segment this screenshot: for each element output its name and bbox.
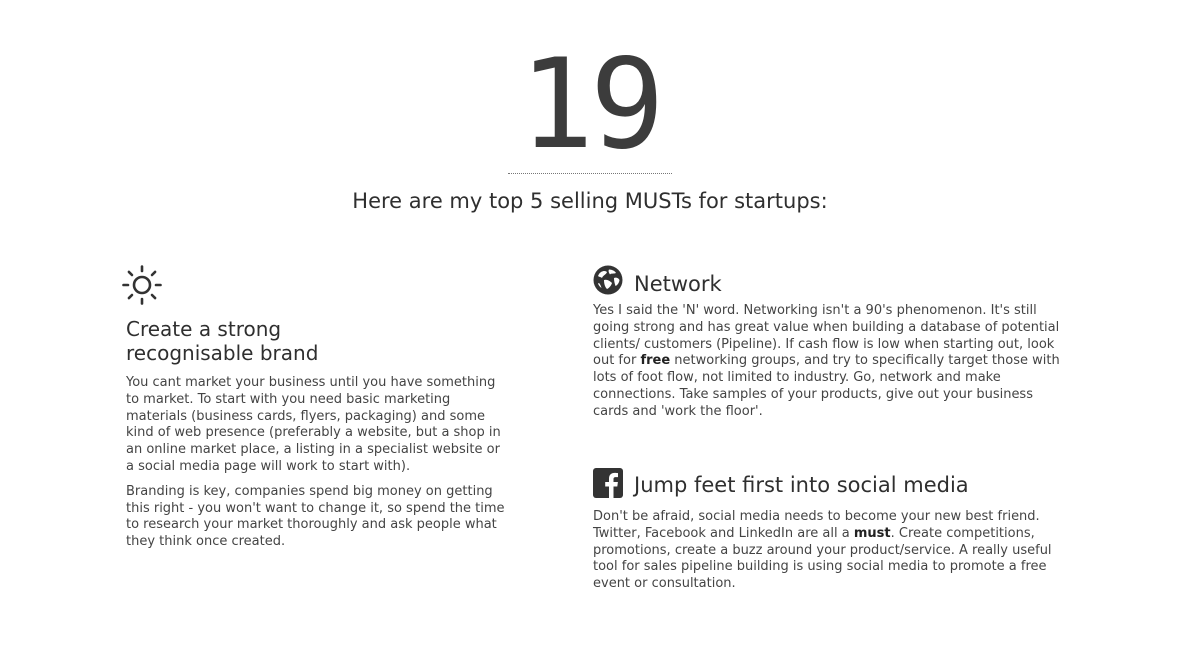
brand-heading-line2: recognisable brand: [126, 341, 319, 365]
brand-heading: [126, 317, 546, 365]
page-subtitle: Here are my top 5 selling MUSTs for startups:: [352, 189, 828, 213]
network-text-part1: Yes I said the 'N' word. Networking isn't a 90's phenomenon. It's still going strong and has great value when building a database of potential clients/ customers (Pipeline). If cash flow is low when starting out, look out for: [593, 303, 1060, 369]
network-title: Network: [634, 272, 722, 296]
network-bold-word: free: [640, 353, 671, 369]
brand-body: [126, 375, 511, 559]
social-title: Jump feet first into social media: [634, 473, 969, 497]
brand-paragraph-1: You cant market your business until you have something to market. To start with you need basic marketing materials (business cards, flyers, packaging) and some kind of web presence (preferably a website, but a shop in an online market place, a listing in a specialist website or a social media page will work to start with).: [126, 375, 501, 474]
network-paragraph: [593, 303, 1063, 421]
brand-paragraph-2: Branding is key, companies spend big money on getting this right - you won't want to change it, so spend the time to research your market thoroughly and ask people what they think once created.: [126, 483, 505, 550]
network-text-part2: networking groups, and try to specifically target those with lots of foot flow, not limited to industry. Go, network and make connections. Take samples of your products, give out your business cards and 'work the floor'.: [593, 353, 1060, 419]
social-paragraph: [593, 509, 1068, 593]
title-divider: [508, 173, 672, 174]
sun-icon: [122, 265, 162, 305]
page-number: 19: [519, 33, 661, 177]
globe-icon: [593, 265, 623, 295]
social-header: [593, 468, 969, 498]
network-header: [593, 263, 722, 297]
social-text-part1: Don't be afraid, social media needs to become your new best friend. Twitter, Facebook and LinkedIn are all a: [593, 509, 1040, 541]
social-text-part2: . Create competitions, promotions, create a buzz around your product/service. A really useful tool for sales pipeline building is using social media to promote a free event or consultation.: [593, 525, 1052, 592]
social-body: [593, 509, 1068, 593]
social-bold-word: must: [853, 525, 891, 541]
brand-heading-line1: Create a strong: [126, 317, 282, 341]
network-body: [593, 303, 1063, 421]
facebook-icon: [593, 468, 623, 498]
